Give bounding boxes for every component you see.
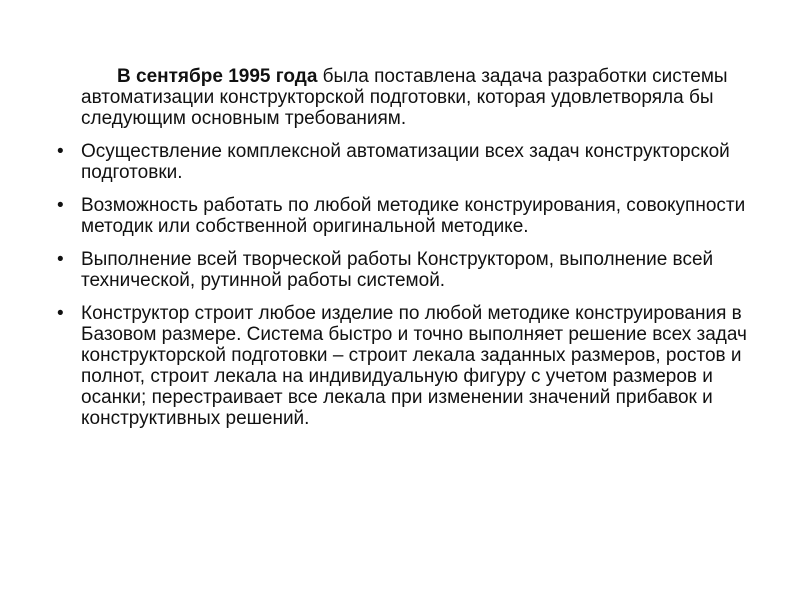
list-item (57, 141, 757, 183)
list-item (57, 303, 757, 429)
list-item (57, 195, 757, 237)
list-item-text: Конструктор строит любое изделие по любой методике конструирования в Базовом размере. Система быстро и точно выполняет решение всех задач конструкторской подготовки – строит лекала заданных размеров, ростов и полнот, строит лекала на индивидуальную фигуру с учетом размеров и осанки; перестраивает все лекала при изменении значений прибавок и конструктивных решений. (81, 303, 747, 429)
bullet-icon: • (57, 141, 64, 162)
bullet-icon: • (57, 195, 64, 216)
bullet-icon: • (57, 249, 64, 270)
list-item-text: Осуществление комплексной автоматизации всех задач конструкторской подготовки. (81, 141, 730, 183)
bullet-icon: • (57, 303, 64, 324)
list-item-text: Возможность работать по любой методике конструирования, совокупности методик или собственной оригинальной методике. (81, 195, 746, 237)
list-item (57, 249, 757, 291)
intro-text: была поставлена задача разработки системы автоматизации конструкторской подготовки, которая удовлетворяла бы следующим основным требованиям. (81, 66, 728, 129)
list-item-text: Выполнение всей творческой работы Конструктором, выполнение всей технической, рутинной работы системой. (81, 249, 714, 291)
intro-bold-text: В сентябре 1995 года (117, 66, 318, 87)
slide-content (57, 66, 757, 441)
requirements-list (57, 141, 757, 429)
intro-paragraph (57, 66, 757, 129)
